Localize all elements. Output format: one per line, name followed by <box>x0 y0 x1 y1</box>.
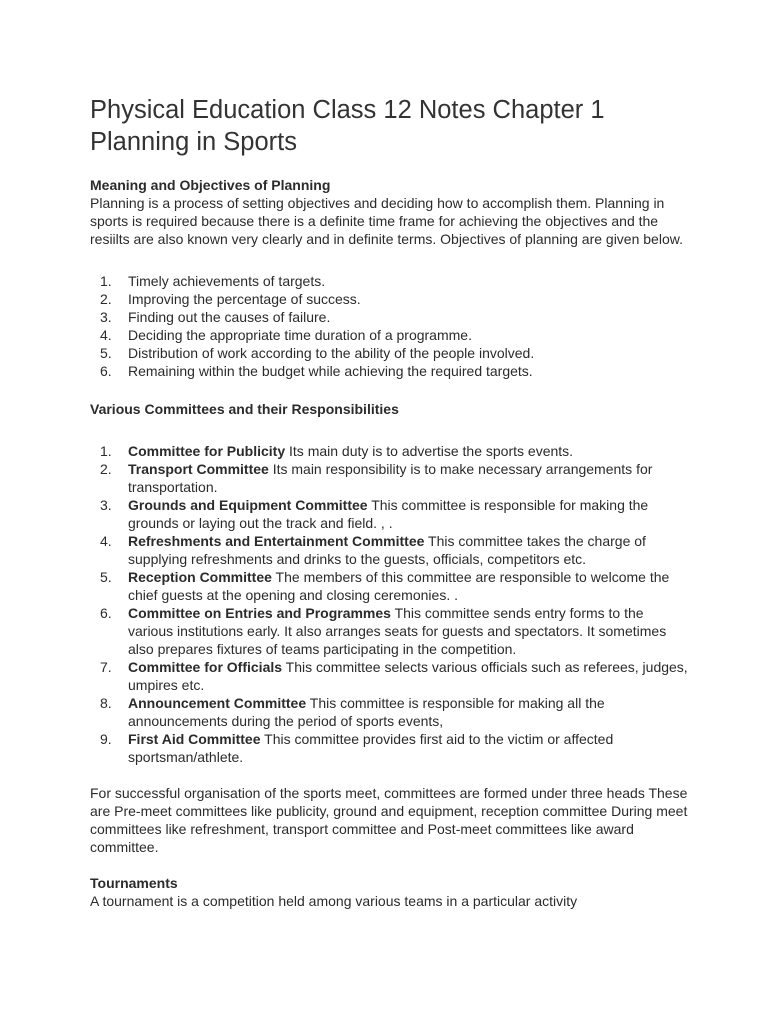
list-item: 4. Deciding the appropriate time duration of a programme. <box>100 327 472 343</box>
planning-paragraph: Planning is a process of setting objectives and deciding how to accomplish them. Planning in sports is required because there is a definite time frame for achieving the objectives and the resiilts are also known very clearly and in definite terms. Objectives of planning are given below. <box>90 195 683 247</box>
list-item: 4. Refreshments and Entertainment Committee This committee takes the charge of supplying refreshments and drinks to the guests, officials, competitors etc. <box>100 533 646 567</box>
list-item: 6. Committee on Entries and Programmes This committee sends entry forms to the various institutions early. It also arranges seats for guests and spectators. It sometimes also prepares fixtures of teams participating in the competition. <box>100 605 667 657</box>
objectives-list <box>90 272 690 380</box>
list-item: 3. Finding out the causes of failure. <box>100 309 331 325</box>
list-item: 5. Reception Committee The members of this committee are responsible to welcome the chief guests at the opening and closing ceremonies. . <box>100 569 670 603</box>
section-heading-planning: Meaning and Objectives of Planning <box>90 177 331 193</box>
list-item: 1. Committee for Publicity Its main duty is to advertise the sports events. <box>100 443 574 459</box>
committees-list <box>90 442 690 766</box>
list-item: 6. Remaining within the budget while achieving the required targets. <box>100 363 533 379</box>
list-item: 2. Transport Committee Its main responsibility is to make necessary arrangements for transportation. <box>100 461 653 495</box>
list-item: 3. Grounds and Equipment Committee This committee is responsible for making the grounds or laying out the track and field. , . <box>100 497 649 531</box>
list-item: 7. Committee for Officials This committee selects various officials such as referees, judges, umpires etc. <box>100 659 688 693</box>
section-heading-committees: Various Committees and their Responsibilities <box>90 401 399 417</box>
list-item: 5. Distribution of work according to the ability of the people involved. <box>100 345 535 361</box>
list-item: 2. Improving the percentage of success. <box>100 291 361 307</box>
organisation-paragraph: For successful organisation of the sports meet, committees are formed under three heads These are Pre-meet committees like publicity, ground and equipment, reception committee During meet committees like refreshment, transport committee and Post-meet committees like award committee. <box>90 785 688 855</box>
section-heading-tournaments: Tournaments <box>90 875 178 891</box>
list-item: 1. Timely achievements of targets. <box>100 273 326 289</box>
page-title: Physical Education Class 12 Notes Chapter 1 Planning in Sports <box>90 96 605 156</box>
list-item: 8. Announcement Committee This committee is responsible for making all the announcements during the period of sports events, <box>100 695 605 729</box>
tournaments-paragraph: A tournament is a competition held among various teams in a particular activity <box>90 893 578 909</box>
document-page <box>90 94 690 910</box>
list-item: 9. First Aid Committee This committee provides first aid to the victim or affected sportsman/athlete. <box>100 731 614 765</box>
